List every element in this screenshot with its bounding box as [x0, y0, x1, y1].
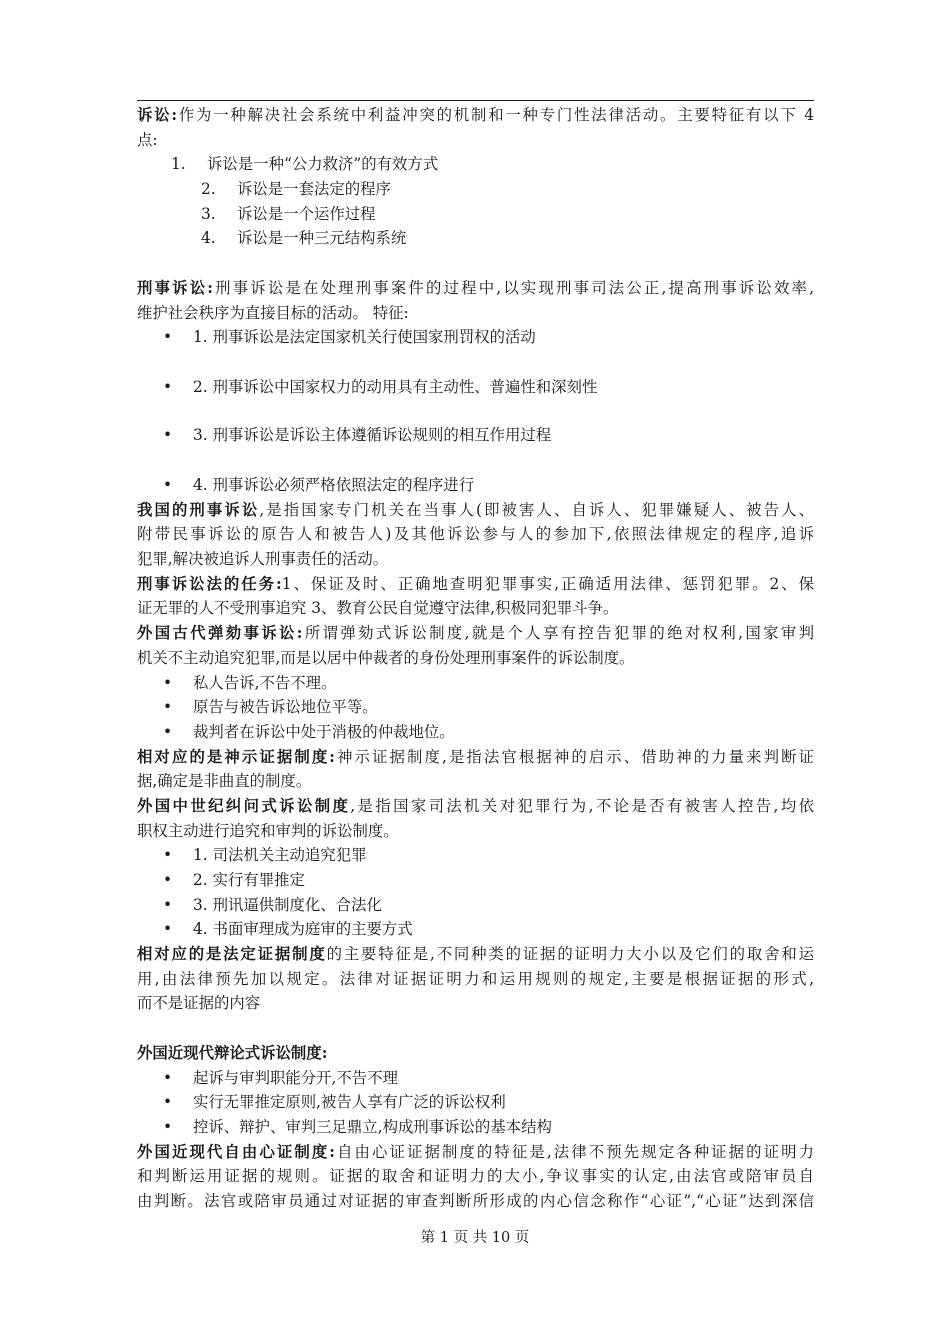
- bullet-icon: •: [163, 328, 173, 347]
- bullet-icon: •: [163, 846, 173, 865]
- intro-line-2: 点:: [137, 130, 158, 149]
- bullet-icon: •: [163, 871, 173, 890]
- bullet-icon: •: [163, 722, 173, 741]
- term-criminal-litigation: 刑事诉讼:: [137, 278, 213, 297]
- divine-line-1: 相对应的是神示证据制度:神示证据制度,是指法官根据神的启示、借助神的力量来判断证: [137, 747, 814, 766]
- china-line-2: 附带民事诉讼的原告人和被告人)及其他诉讼参与人的参加下,依照法律规定的程序,追诉: [137, 525, 814, 544]
- criminal-feature-4: • 4. 刑事诉讼必须严格依照法定的程序进行: [137, 473, 814, 498]
- page-footer: 第 1 页 共 10 页: [420, 1230, 530, 1246]
- document-body: [137, 103, 814, 1214]
- inquisitorial-bullet-4: • 4. 书面审理成为庭审的主要方式: [137, 917, 814, 942]
- task-line-1: 刑事诉讼法的任务:1、保证及时、正确地查明犯罪事实,正确适用法律、惩罚犯罪。2、保: [137, 574, 814, 593]
- china-line-3: 犯罪,解决被追诉人刑事责任的活动。: [137, 550, 389, 569]
- inquisitorial-line-2: 职权主动进行追究和审判的诉讼制度。: [137, 821, 399, 840]
- bullet-icon: •: [163, 377, 173, 396]
- criminal-feature-3: • 3. 刑事诉讼是诉讼主体遵循诉讼规则的相互作用过程: [137, 423, 814, 448]
- term-litigation: 诉讼:: [137, 106, 178, 124]
- criminal-feature-1: • 1. 刑事诉讼是法定国家机关行使国家刑罚权的活动: [137, 325, 814, 350]
- term-china-criminal-litigation: 我国的刑事诉讼: [137, 500, 260, 519]
- bullet-icon: •: [163, 1068, 173, 1087]
- modern-bullet-3: • 控诉、辩护、审判三足鼎立,构成刑事诉讼的基本结构: [137, 1115, 814, 1140]
- modern-bullet-1: • 起诉与审判职能分开,不告不理: [137, 1066, 814, 1091]
- legal-line-2: 用,由法律预先加以规定。法律对证据证明力和运用规则的规定,主要是根据证据的形式,: [137, 969, 814, 988]
- term-free-evaluation: 外国近现代自由心证制度:: [137, 1142, 335, 1161]
- inquisitorial-bullet-2: • 2. 实行有罪推定: [137, 868, 814, 893]
- legal-line-3: 而不是证据的内容: [137, 994, 261, 1013]
- intro-item-1: 1. 诉讼是一种“公力救济”的有效方式: [171, 155, 439, 174]
- intro-item-3: 3. 诉讼是一个运作过程: [201, 204, 376, 223]
- intro-line-1: 诉讼:作为一种解决社会系统中利益冲突的机制和一种专门性法律活动。主要特征有以下 4: [137, 106, 815, 124]
- bullet-icon: •: [163, 476, 173, 495]
- criminal-feature-2: • 2. 刑事诉讼中国家权力的动用具有主动性、普遍性和深刻性: [137, 375, 814, 400]
- term-ancient-accusatorial: 外国古代弹劾事诉讼:: [137, 624, 303, 643]
- bullet-icon: •: [163, 920, 173, 939]
- ancient-line-1: 外国古代弹劾事诉讼:所谓弹劾式诉讼制度,就是个人享有控告犯罪的绝对权利,国家审判: [137, 624, 814, 643]
- bullet-icon: •: [163, 1117, 173, 1136]
- free-line-3: 由判断。法官或陪审员通过对证据的审查判断所形成的内心信念称作“心证”,“心证”达到深信: [137, 1191, 814, 1210]
- ancient-line-2: 机关不主动追究犯罪,而是以居中仲裁者的身份处理刑事案件的诉讼制度。: [137, 648, 635, 667]
- term-task: 刑事诉讼法的任务:: [137, 574, 282, 593]
- term-legal-evidence: 相对应的是法定证据制度: [137, 945, 327, 964]
- criminal-line-1: 刑事诉讼:刑事诉讼是在处理刑事案件的过程中,以实现刑事司法公正,提高刑事诉讼效率,: [137, 278, 814, 297]
- ancient-bullet-2: • 原告与被告诉讼地位平等。: [137, 695, 814, 720]
- bullet-icon: •: [163, 673, 173, 692]
- bullet-icon: •: [163, 895, 173, 914]
- bullet-icon: •: [163, 426, 173, 445]
- ancient-bullet-3: • 裁判者在诉讼中处于消极的仲裁地位。: [137, 720, 814, 745]
- inquisitorial-bullet-1: • 1. 司法机关主动追究犯罪: [137, 843, 814, 868]
- task-line-2: 证无罪的人不受刑事追究 3、教育公民自觉遵守法律,积极同犯罪斗争。: [137, 599, 619, 618]
- intro-item-4: 4. 诉讼是一种三元结构系统: [201, 229, 407, 248]
- china-line-1: 我国的刑事诉讼,是指国家专门机关在当事人(即被害人、自诉人、犯罪嫌疑人、被告人、: [137, 500, 814, 519]
- term-inquisitorial: 外国中世纪纠问式诉讼制度: [137, 796, 351, 815]
- legal-line-1: 相对应的是法定证据制度的主要特征是,不同种类的证据的证明力大小以及它们的取舍和运: [137, 945, 814, 964]
- term-divine-evidence: 相对应的是神示证据制度:: [137, 747, 335, 766]
- free-line-1: 外国近现代自由心证制度:自由心证证据制度的特征是,法律不预先规定各种证据的证明力: [137, 1142, 814, 1161]
- bullet-icon: •: [163, 1093, 173, 1112]
- divine-line-2: 据,确定是非曲直的制度。: [137, 772, 312, 791]
- criminal-line-2: 维护社会秩序为直接目标的活动。 特征:: [137, 303, 409, 322]
- bullet-icon: •: [163, 698, 173, 717]
- inquisitorial-line-1: 外国中世纪纠问式诉讼制度,是指国家司法机关对犯罪行为,不论是否有被害人控告,均依: [137, 796, 814, 815]
- term-modern-adversarial: 外国近现代辩论式诉讼制度:: [137, 1043, 328, 1062]
- header-rule: [137, 100, 814, 101]
- inquisitorial-bullet-3: • 3. 刑讯逼供制度化、合法化: [137, 893, 814, 918]
- modern-bullet-2: • 实行无罪推定原则,被告人享有广泛的诉讼权利: [137, 1090, 814, 1115]
- free-line-2: 和判断运用证据的规则。证据的取舍和证明力的大小,争议事实的认定,由法官或陪审员自: [137, 1167, 814, 1186]
- ancient-bullet-1: • 私人告诉,不告不理。: [137, 671, 814, 696]
- intro-item-2: 2. 诉讼是一套法定的程序: [201, 180, 391, 199]
